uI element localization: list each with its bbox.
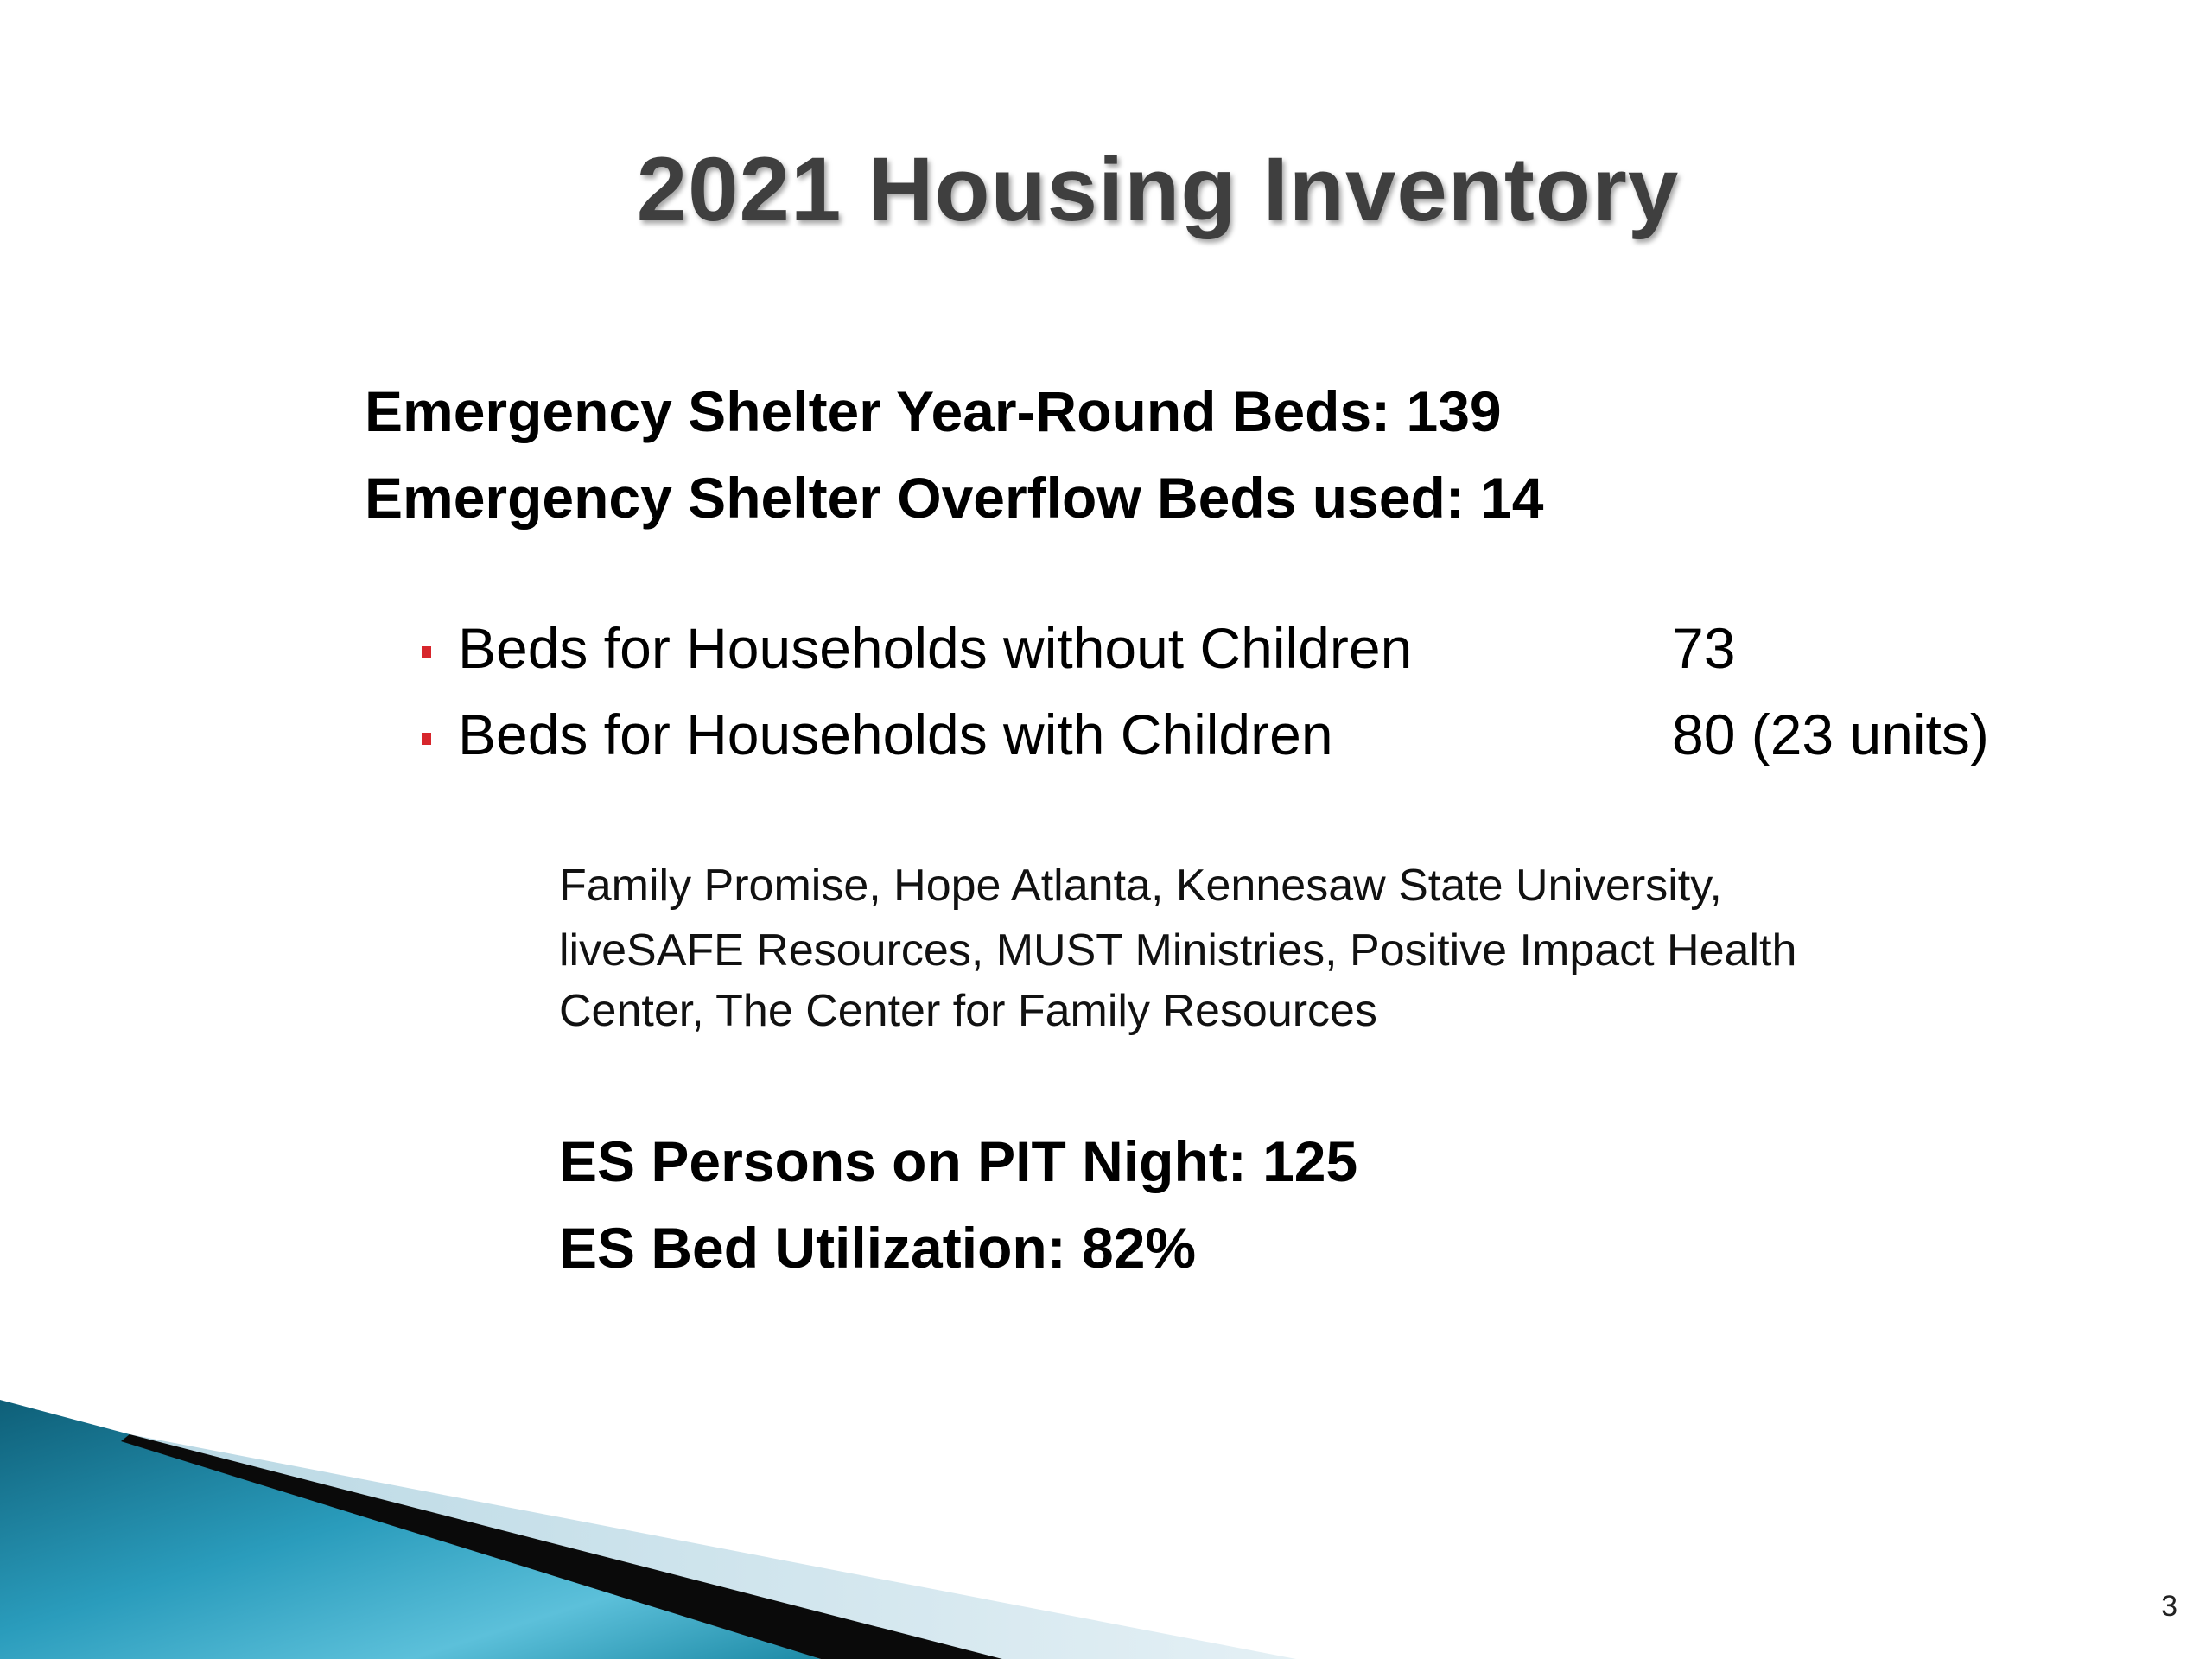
bullet-label: Beds for Households without Children <box>458 616 1413 680</box>
bullet-square-icon <box>422 646 431 658</box>
agency-line-3: Center, The Center for Family Resources <box>559 986 1377 1036</box>
es-utilization-stat: ES Bed Utilization: 82% <box>559 1216 1197 1280</box>
bullet-label: Beds for Households with Children <box>458 702 1333 766</box>
agency-list <box>559 855 1976 1046</box>
year-round-beds-stat: Emergency Shelter Year-Round Beds: 139 <box>365 379 1502 443</box>
page-number: 3 <box>2161 1590 2177 1623</box>
bullet-value: 73 <box>1672 616 1736 680</box>
es-persons-stat: ES Persons on PIT Night: 125 <box>559 1129 1358 1193</box>
agency-line-1: Family Promise, Hope Atlanta, Kennesaw State University, <box>559 861 1722 911</box>
overflow-beds-stat: Emergency Shelter Overflow Beds used: 14 <box>365 466 1544 530</box>
agency-line-2: liveSAFE Resources, MUST Ministries, Positive Impact Health <box>559 925 1797 976</box>
slide-title: 2021 Housing Inventory <box>636 139 1680 240</box>
bullet-value: 80 (23 units) <box>1672 702 1989 766</box>
bullet-square-icon <box>422 733 431 745</box>
